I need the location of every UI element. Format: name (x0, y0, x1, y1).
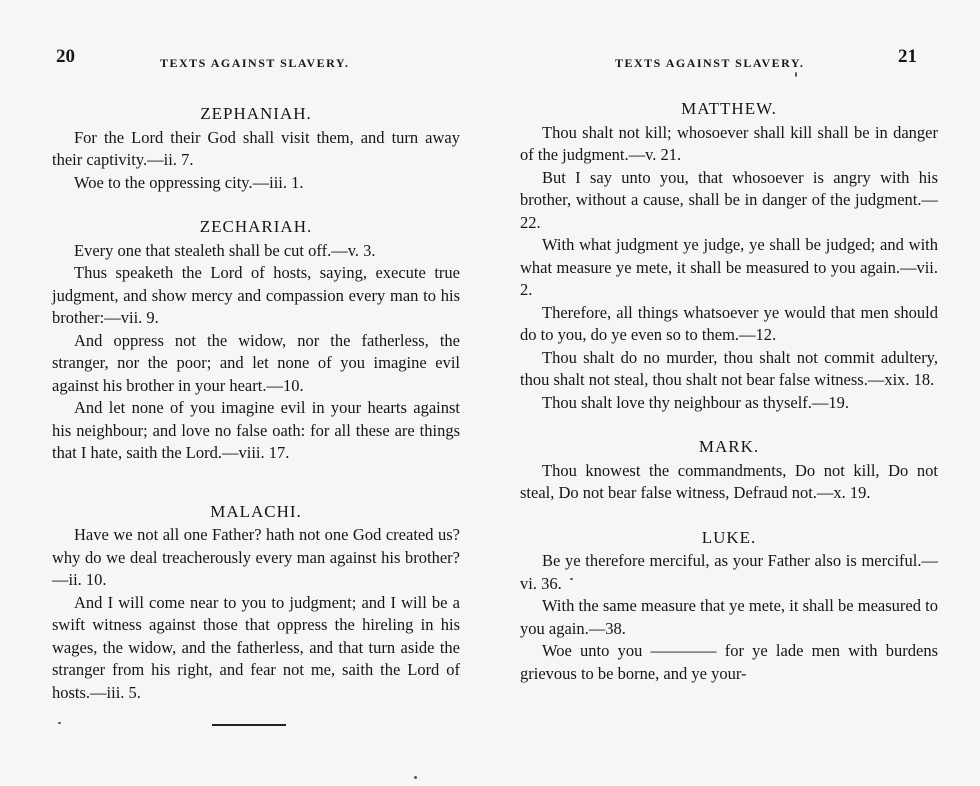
running-head: TEXTS AGAINST SLAVERY. (160, 56, 350, 70)
verse-paragraph: Thus speaketh the Lord of hosts, saying, execute true judgment, and show mercy and compassion every man to his brother:—vii. 9. (52, 263, 460, 327)
book-heading-zephaniah: ZEPHANIAH. (200, 104, 312, 123)
page-number: 21 (898, 46, 917, 67)
verse-paragraph: And I will come near to you to judgment; and I will be a swift witness against those that oppress the hireling in his wages, the widow, and the fatherless, and that turn aside the stranger from his right, and fear not me, saith the Lord of hosts.—iii. 5. (52, 592, 460, 702)
verse-paragraph: Therefore, all things whatsoever ye would that men should do to you, do ye even so to them.—12. (520, 302, 938, 344)
verse-paragraph: And let none of you imagine evil in your hearts against his neighbour; and love no false oath: for all these are things that I hate, saith the Lord.—viii. 17. (52, 398, 460, 462)
verse-paragraph: Thou knowest the commandments, Do not kill, Do not steal, Do not bear false witness, Defraud not.—x. 19. (520, 460, 938, 502)
verse-paragraph: Thou shalt not kill; whosoever shall kill shall be in danger of the judgment.—v. 21. (520, 122, 938, 164)
verse-paragraph: Every one that stealeth shall be cut off.—v. 3. (74, 240, 376, 260)
verse-paragraph: And oppress not the widow, nor the fatherless, the stranger, nor the poor; and let none of you imagine evil against his brother in your heart.—10. (52, 330, 460, 395)
book-heading-matthew: MATTHEW. (681, 99, 777, 118)
book-heading-zechariah: ZECHARIAH. (199, 217, 313, 236)
paper-speck (414, 776, 417, 779)
paper-speck (58, 722, 61, 724)
book-heading-luke: LUKE. (701, 527, 757, 547)
spacer (520, 414, 938, 436)
verse-paragraph: Woe unto you ———— for ye lade men with burdens grievous to be borne, and ye your- (520, 641, 938, 683)
verse-paragraph: With what judgment ye judge, ye shall be judged; and with what measure ye mete, it shall be measured to you again.—vii. 2. (520, 235, 938, 299)
paper-speck (795, 72, 797, 77)
page-body (520, 98, 938, 685)
book-heading-mark: MARK. (698, 437, 760, 456)
spacer (520, 505, 938, 527)
verse-paragraph: Woe to the oppressing city.—iii. 1. (74, 172, 304, 192)
paper-speck (570, 578, 573, 580)
running-head: TEXTS AGAINST SLAVERY. (615, 56, 805, 70)
page-number: 20 (56, 46, 75, 67)
verse-paragraph: But I say unto you, that whosoever is angry with his brother, without a cause, shall be in danger of the judgment.—22. (520, 167, 938, 232)
spacer (52, 194, 460, 216)
verse-paragraph: With the same measure that ye mete, it shall be measured to you again.—38. (520, 596, 938, 638)
verse-paragraph: Have we not all one Father? hath not one God created us? why do we deal treacherously every man against his brother?—ii. 10. (52, 525, 460, 589)
verse-paragraph: Thou shalt do no murder, thou shalt not commit adultery, thou shalt not steal, thou shalt not bear false witness.—xix. 18. (520, 347, 938, 389)
section-end-rule (212, 724, 286, 726)
page-body (52, 103, 460, 726)
verse-paragraph: Be ye therefore merciful, as your Father also is merciful.—vi. 36. (520, 551, 938, 593)
spacer (52, 465, 460, 501)
verse-paragraph: Thou shalt love thy neighbour as thyself.—19. (542, 392, 850, 412)
right-page (490, 0, 980, 786)
verse-paragraph: For the Lord their God shall visit them, and turn away their captivity.—ii. 7. (52, 127, 460, 169)
book-heading-malachi: MALACHI. (210, 501, 302, 521)
